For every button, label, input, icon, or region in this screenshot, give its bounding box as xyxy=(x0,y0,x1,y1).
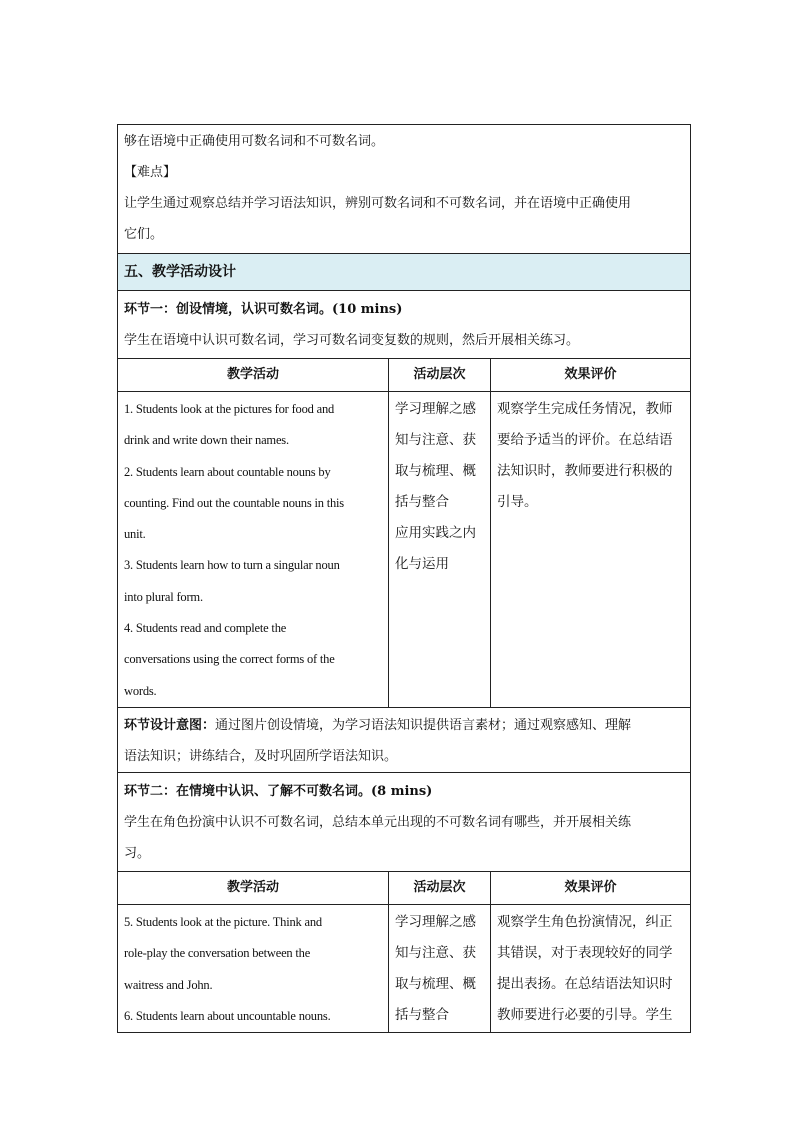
part1-evaluation-cell xyxy=(491,392,691,708)
activity-line: unit. xyxy=(124,527,146,542)
level-line: 化与运用 xyxy=(395,556,449,572)
difficulty-line: 让学生通过观察总结并学习语法知识，辨别可数名词和不可数名词，并在语境中正确使用 xyxy=(124,196,632,211)
evaluation-line: 教师要进行必要的引导。学生 xyxy=(497,1006,673,1023)
key-points-cell xyxy=(118,125,691,254)
part1-activities-cell xyxy=(118,392,389,708)
level-line: 知与注意、获 xyxy=(395,944,476,961)
level-line: 学习理解之感 xyxy=(395,401,476,417)
activity-line: 3. Students learn how to turn a singular noun xyxy=(124,558,340,573)
level-line: 知与注意、获 xyxy=(395,432,476,448)
evaluation-line: 引导。 xyxy=(497,494,538,510)
level-line: 取与梳理、概 xyxy=(395,975,476,992)
part2-levels-cell xyxy=(389,904,491,1032)
difficulty-heading: 【难点】 xyxy=(124,165,177,180)
level-line: 学习理解之感 xyxy=(395,913,476,930)
column-header-level: 活动层次 xyxy=(389,359,491,392)
part2-evaluation-cell xyxy=(491,904,691,1032)
column-header-activity: 教学活动 xyxy=(118,871,389,904)
intent-text: 语法知识；讲练结合，及时巩固所学语法知识。 xyxy=(124,748,398,764)
section-header-row xyxy=(118,254,691,291)
difficulty-line: 它们。 xyxy=(124,227,164,242)
evaluation-line: 其错误，对于表现较好的同学 xyxy=(497,944,673,961)
activity-line: role-play the conversation between the xyxy=(124,946,311,961)
part2-description: 学生在角色扮演中认识不可数名词，总结本单元出现的不可数名词有哪些，并开展相关练 xyxy=(124,814,632,830)
key-point-line: 够在语境中正确使用可数名词和不可数名词。 xyxy=(124,134,385,149)
activity-line: counting. Find out the countable nouns in this xyxy=(124,495,344,510)
level-line: 取与梳理、概 xyxy=(395,463,476,479)
lesson-plan-document xyxy=(117,124,690,1033)
intent-text: 通过图片创设情境，为学习语法知识提供语言素材；通过观察感知、理解 xyxy=(215,717,632,733)
activity-line: into plural form. xyxy=(124,589,203,604)
part2-title: 环节二：在情境中认识、了解不可数名词。(8 mins) xyxy=(124,783,433,799)
key-points-row xyxy=(118,125,691,254)
part2-column-headers xyxy=(118,871,691,904)
level-line: 括与整合 xyxy=(395,1006,449,1023)
intent-label: 环节设计意图： xyxy=(124,717,216,733)
column-header-level: 活动层次 xyxy=(389,871,491,904)
part2-header-row xyxy=(118,772,691,871)
section-title: 五、教学活动设计 xyxy=(118,254,691,291)
part2-description: 习。 xyxy=(124,845,151,861)
part1-header-cell xyxy=(118,291,691,359)
part2-activities-cell xyxy=(118,904,389,1032)
column-header-evaluation: 效果评价 xyxy=(491,871,691,904)
activity-line: words. xyxy=(124,683,157,698)
activity-line: 2. Students learn about countable nouns by xyxy=(124,464,331,479)
part1-intent-cell xyxy=(118,707,691,772)
activity-line: 1. Students look at the pictures for food and xyxy=(124,402,335,416)
part2-activity-row xyxy=(118,904,691,1032)
activity-line: waitress and John. xyxy=(124,977,213,992)
evaluation-line: 观察学生角色扮演情况，纠正 xyxy=(497,913,673,930)
column-header-activity: 教学活动 xyxy=(118,359,389,392)
lesson-plan-table xyxy=(117,124,691,1033)
activity-line: 6. Students learn about uncountable nouns. xyxy=(124,1008,331,1023)
activity-line: 5. Students look at the picture. Think and xyxy=(124,914,322,929)
column-header-evaluation: 效果评价 xyxy=(491,359,691,392)
part1-column-headers xyxy=(118,359,691,392)
activity-line: drink and write down their names. xyxy=(124,433,289,448)
part1-description: 学生在语境中认识可数名词，学习可数名词变复数的规则，然后开展相关练习。 xyxy=(124,333,580,348)
part2-header-cell xyxy=(118,772,691,871)
level-line: 括与整合 xyxy=(395,494,449,510)
part1-levels-cell xyxy=(389,392,491,708)
part1-intent-row xyxy=(118,707,691,772)
activity-line: 4. Students read and complete the xyxy=(124,621,287,636)
part1-title: 环节一：创设情境，认识可数名词。(10 mins) xyxy=(124,302,403,317)
evaluation-line: 观察学生完成任务情况，教师 xyxy=(497,401,673,417)
part1-activity-row xyxy=(118,392,691,708)
evaluation-line: 法知识时，教师要进行积极的 xyxy=(497,463,673,479)
level-line: 应用实践之内 xyxy=(395,525,476,541)
activity-line: conversations using the correct forms of the xyxy=(124,652,335,667)
part1-header-row xyxy=(118,291,691,359)
evaluation-line: 提出表扬。在总结语法知识时 xyxy=(497,975,673,992)
evaluation-line: 要给予适当的评价。在总结语 xyxy=(497,432,673,448)
